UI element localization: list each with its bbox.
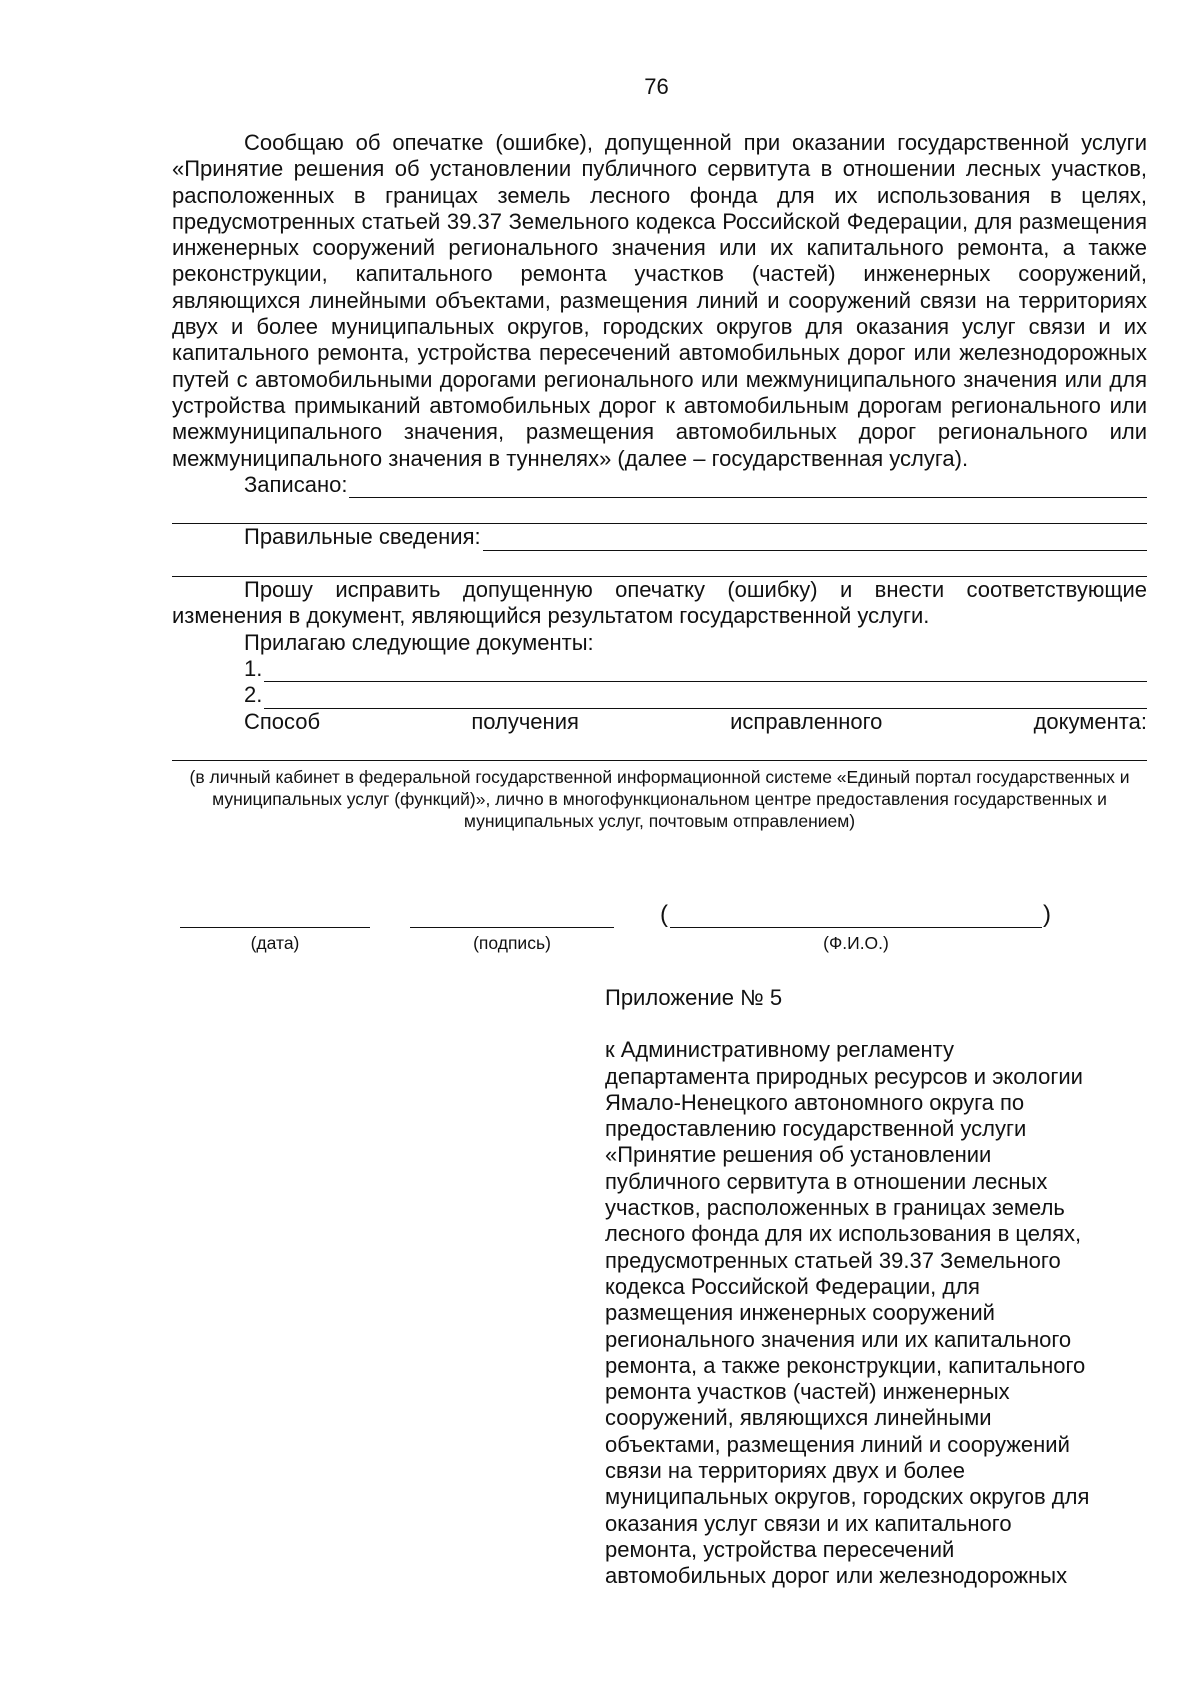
method-row (172, 709, 1147, 735)
appendix-line: регионального значения или их капитального (605, 1326, 1072, 1352)
recorded-fill-line[interactable] (349, 478, 1147, 498)
method-word: Способ (244, 708, 321, 734)
attach-item-line[interactable] (264, 689, 1147, 709)
appendix-line: департамента природных ресурсов и экологии (605, 1063, 1083, 1089)
name-paren-open: ( (660, 901, 668, 928)
method-word: документа: (1033, 708, 1147, 734)
correct-info-continuation-line[interactable] (172, 551, 1147, 577)
appendix-block (605, 985, 1165, 1590)
signature-block (172, 901, 1147, 955)
appendix-line: к Административному регламенту (605, 1037, 955, 1063)
recorded-label: Записано: (244, 471, 348, 497)
appendix-line: оказания услуг связи и их капитального (605, 1510, 1012, 1536)
attach-item-row (172, 656, 1147, 682)
appendix-line: предоставлению государственной услуги (605, 1116, 1027, 1142)
recorded-row (172, 472, 1147, 498)
appendix-line: ремонта участков (частей) инженерных (605, 1379, 1010, 1405)
appendix-line: ремонта, устройства пересечений (605, 1536, 955, 1562)
method-word: исправленного (730, 708, 883, 734)
attach-item-number: 1. (244, 655, 263, 681)
name-paren-close: ) (1043, 901, 1051, 928)
appendix-title: Приложение № 5 (605, 985, 783, 1010)
date-line[interactable] (180, 927, 370, 928)
appendix-line: «Принятие решения об установлении (605, 1142, 992, 1168)
appendix-line: связи на территориях двух и более (605, 1458, 965, 1484)
attach-label: Прилагаю следующие документы: (244, 629, 594, 655)
method-caption: (в личный кабинет в федеральной государственной информационной системе «Единый портал государственных и муниципальных услуг (функций)», лично в многофункциональном центре предоставления государственных и муниципальных услуг, почтовым отправлением) (189, 767, 1130, 832)
correct-info-fill-line[interactable] (483, 531, 1147, 551)
appendix-line: размещения инженерных сооружений (605, 1300, 995, 1326)
appendix-line: кодекса Российской Федерации, для (605, 1273, 980, 1299)
date-label: (дата) (250, 933, 300, 953)
recorded-continuation-line[interactable] (172, 498, 1147, 524)
attach-heading-row (172, 630, 1147, 656)
correct-info-label: Правильные сведения: (244, 524, 481, 550)
appendix-line: участков, расположенных в границах земель (605, 1195, 1065, 1221)
method-word: получения (471, 708, 579, 734)
appendix-line: предусмотренных статьей 39.37 Земельного (605, 1247, 1061, 1273)
name-line[interactable] (670, 927, 1042, 928)
page-number: 76 (644, 74, 669, 99)
appendix-line: автомобильных дорог или железнодорожных (605, 1563, 1068, 1589)
main-body (172, 130, 1147, 832)
appendix-line: объектами, размещения линий и сооружений (605, 1431, 1070, 1457)
typo-report-paragraph: Сообщаю об опечатке (ошибке), допущенной при оказании государственной услуги «Принятие решения об установлении публичного сервитута в отношении лесных участков, расположенных в границах земель лесного фонда для их использования в целях, предусмотренных статьей 39.37 Земельного кодекса Российской Федерации, для размещения инженерных сооружений регионального значения или их капитального ремонта, а также реконструкции, капитального ремонта участков (частей) инженерных сооружений, являющихся линейными объектами, размещения линий и сооружений связи на территориях двух и более муниципальных округов, городских округов для оказания услуг связи и их капитального ремонта, устройства пересечений автомобильных дорог или железнодорожных путей с автомобильными дорогами регионального или межмуниципального значения или для устройства примыканий автомобильных дорог к автомобильным дорогам регионального или межмуниципального значения, размещения автомобильных дорог регионального или межмуниципального значения в туннелях» (далее – государственная услуга). (172, 130, 1147, 471)
appendix-line: Ямало-Ненецкого автономного округа по (605, 1089, 1025, 1115)
signature-line[interactable] (410, 927, 614, 928)
appendix-line: публичного сервитута в отношении лесных (605, 1168, 1048, 1194)
appendix-line: муниципальных округов, городских округов для (605, 1484, 1090, 1510)
name-label: (Ф.И.О.) (823, 933, 889, 953)
appendix-line: лесного фонда для их использования в целях, (605, 1221, 1082, 1247)
correction-request-paragraph: Прошу исправить допущенную опечатку (ошибку) и внести соответствующие изменения в документ, являющийся результатом государственной услуги. (172, 577, 1147, 629)
appendix-line: ремонта, а также реконструкции, капитального (605, 1352, 1086, 1378)
appendix-line: сооружений, являющихся линейными (605, 1405, 992, 1431)
method-fill-line[interactable] (172, 735, 1147, 761)
signature-label: (подпись) (473, 933, 551, 953)
attach-item-row (172, 682, 1147, 708)
attach-item-line[interactable] (264, 662, 1147, 682)
correct-info-row (172, 524, 1147, 550)
attach-item-number: 2. (244, 682, 263, 708)
